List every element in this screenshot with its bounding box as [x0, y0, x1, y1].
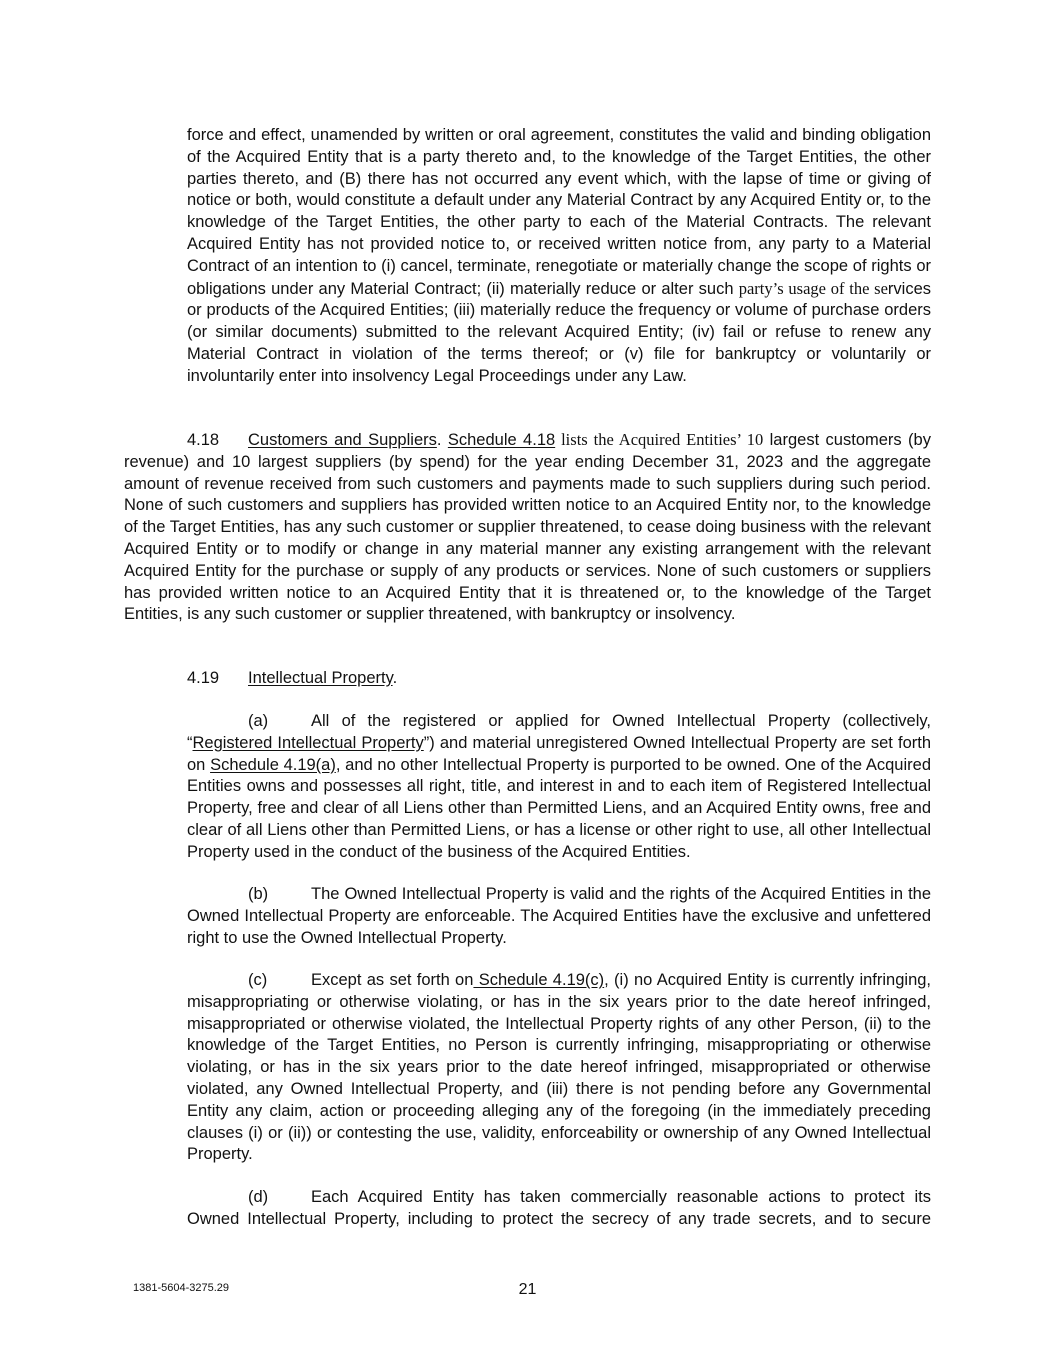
clause-b-label: (b) — [248, 885, 269, 903]
section-heading-intellectual-property: Intellectual Property — [248, 669, 393, 687]
page-number: 21 — [518, 1281, 537, 1298]
clause-d-label: (d) — [248, 1188, 269, 1206]
clause-a-text-1: All of the registered or applied for Owned Intellectual Property (collectively, “ — [187, 712, 931, 752]
clause-b-text: The Owned Intellectual Property is valid and the rights of the Acquired Entities in the Owned Intellectual Property are enforceable. The Acquired Entities have the exclusive and unfettered right to use the Owned Intellectual Property. — [187, 885, 931, 947]
continuation-text-1: force and effect, unamended by written or oral agreement, constitutes the valid and binding obligation of the Acquired Entity that is a party thereto and, to the knowledge of the Target Entities, the other parties thereto, and (B) there has not occurred any event which, with the lapse of time or giving of notice or both, would constitute a default under any Material Contract by any Acquired Entity or, to the knowledge of the Target Entities, the other party to each of the Material Contracts. The relevant Acquired Entity has not provided notice to, or received written notice from, any party to a Material Contract of an intention to (i) cancel, terminate, renegotiate or materially change the scope of rights or obligations under any Material Contract; (ii) materially reduce or alter such — [187, 126, 931, 298]
section-heading-period: . — [436, 431, 442, 449]
section-number-4-18: 4.18 — [187, 431, 220, 449]
clause-c-text-2: , (i) no Acquired Entity is currently infringing, misappropriating or otherwise violating, or has in the six years prior to the date hereof infringed, misappropriated or otherwise violated, the Intellectual Property rights of any other Person, (ii) to the knowledge of the Target Entities, no Person is currently infringing, misappropriating or otherwise violating, or has in the six years prior to the date hereof infringed, misappropriated or otherwise violated, any Owned Intellectual Property, and (iii) there is not pending before any Governmental Entity any claim, action or proceeding alleging any of the foregoing (in the immediately preceding clauses (i) or (ii)) or contesting the use, validity, enforceability or ownership of any Owned Intellectual Property. — [187, 971, 932, 1164]
document-id: 1381-5604-3275.29 — [133, 1282, 230, 1294]
defined-term-registered-ip: Registered Intellectual Property — [192, 733, 424, 752]
clause-a — [187, 711, 931, 864]
section-4-18-serif-run: lists the Acquired Entities’ 10 — [555, 430, 764, 449]
clause-a-text-3: , and no other Intellectual Property is purported to be owned. One of the Acquired Entities owns and possesses all right, title, and interest in and to each item of Registered Intellectual Property, free and clear of all Liens other than Permitted Liens, and an Acquired Entity owns, free and clear of all Liens other than Permitted Liens, or has a license or other right to use, all other Intellectual Property used in the conduct of the business of the Acquired Entities. — [187, 755, 932, 861]
clause-c — [187, 970, 931, 1166]
section-number-4-19: 4.19 — [187, 669, 220, 687]
continuation-serif-run: party’s usage of the se — [738, 278, 888, 298]
section-4-19 — [187, 668, 931, 690]
schedule-4-19a-link[interactable]: Schedule 4.19(a) — [210, 755, 336, 774]
clause-b — [187, 884, 931, 949]
schedule-4-18-link[interactable]: Schedule 4.18 — [447, 431, 556, 449]
clause-a-text-2: ”) and material unregistered Owned Intellectual Property are set forth on — [187, 733, 931, 774]
paragraph-material-contracts-continuation — [187, 125, 931, 388]
section-4-18 — [124, 429, 931, 626]
continuation-text-2: rvices or products of the Acquired Entities; (iii) materially reduce the frequency or volume of purchase orders (or similar documents) submitted to the relevant Acquired Entity; (iv) fail or refuse to renew any Material Contract in violation of the terms thereof; or (v) file for bankruptcy or voluntarily or involuntarily enter into insolvency Legal Proceedings under any Law. — [187, 279, 931, 385]
clause-c-label: (c) — [248, 971, 268, 989]
clause-a-label: (a) — [248, 712, 269, 730]
clause-d — [187, 1187, 931, 1231]
section-heading-customers-suppliers: Customers and Suppliers — [248, 431, 437, 449]
clause-d-text: Each Acquired Entity has taken commercially reasonable actions to protect its Owned Intellectual Property, including to protect the secrecy of any trade secrets, and to secure — [187, 1188, 931, 1228]
clause-c-text-1: Except as set forth on — [311, 971, 474, 989]
section-4-18-body: largest customers (by revenue) and 10 largest suppliers (by spend) for the year ending December 31, 2023 and the aggregate amount of revenue received from such customers and payments made to such suppliers during such period. None of such customers and suppliers has provided written notice to an Acquired Entity nor, to the knowledge of the Target Entities, has any such customer or supplier threatened, to cease doing business with the relevant Acquired Entity or to modify or change in any material manner any existing arrangement with the relevant Acquired Entity for the purchase or supply of any products or services. None of such customers or suppliers has provided written notice to an Acquired Entity that it is threatened or, to the knowledge of the Target Entities, is any such customer or supplier threatened, with bankruptcy or insolvency. — [124, 431, 931, 624]
section-heading-period: . — [392, 669, 398, 687]
schedule-4-19c-link[interactable]: Schedule 4.19(c) — [473, 971, 605, 989]
